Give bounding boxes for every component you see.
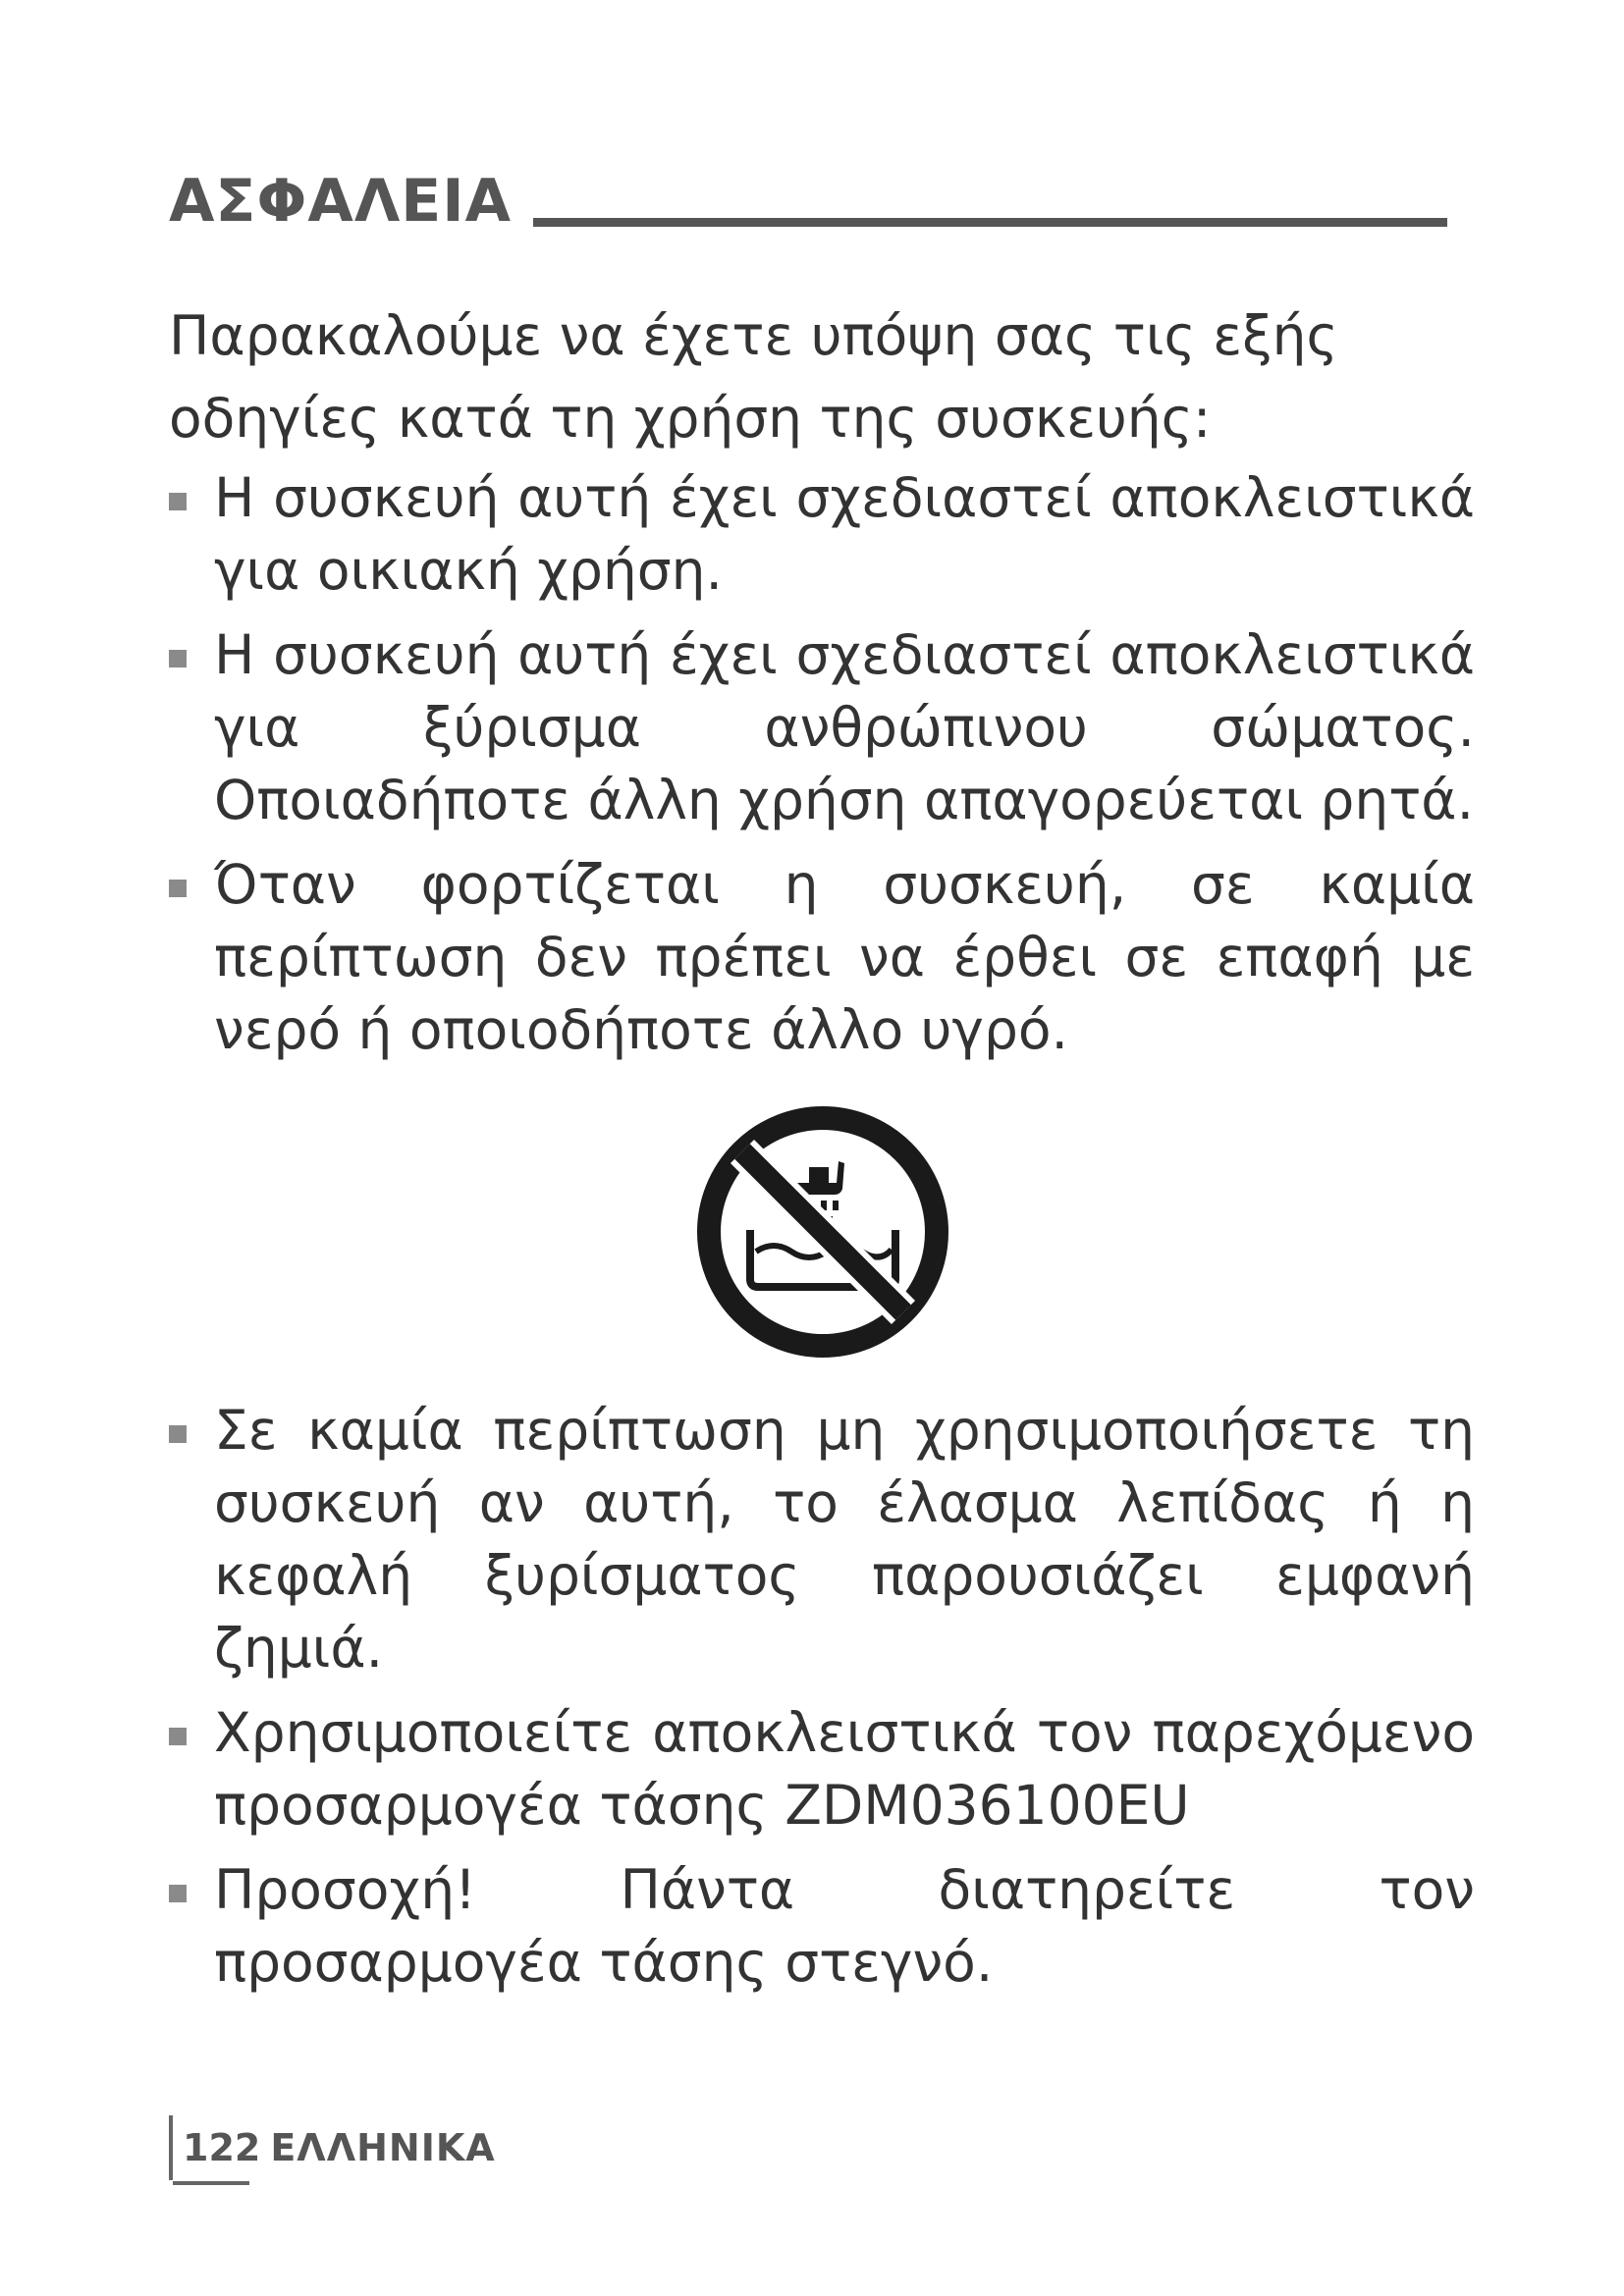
page-number: 122 — [183, 2126, 261, 2169]
section-title: ΑΣΦΑΛΕΙΑ — [169, 167, 513, 236]
footer-underline — [173, 2181, 249, 2185]
list-item-text: Χρησιμοποιείτε αποκλειστικά τον παρεχόμενο προσαρμογέα τάσης ZDM036100EU — [214, 1701, 1475, 1837]
list-item-text: Όταν φορτίζεται η συσκευή, σε καμία περίπτωση δεν πρέπει να έρθει σε επαφή με νερό ή οποιοδήποτε άλλο υγρό. — [214, 853, 1475, 1061]
bullet-square-icon — [169, 1885, 187, 1902]
bullet-square-icon — [169, 1728, 187, 1745]
intro-text: Παρακαλούμε να έχετε υπόψη σας τις εξής οδηγίες κατά τη χρήση της συσκευής: — [169, 304, 1338, 450]
footer-bar — [169, 2115, 173, 2180]
list-item-text: Η συσκευή αυτή έχει σχεδιαστεί αποκλειστικά για οικιακή χρήση. — [214, 466, 1475, 602]
content-bottom — [169, 1394, 1475, 2010]
section-header — [169, 152, 1447, 236]
list-item-text: Σε καμία περίπτωση μη χρησιμοποιήσετε τη συσκευή αν αυτή, το έλασμα λεπίδας ή η κεφαλή ξυρίσματος παρουσιάζει εμφανή ζημιά. — [214, 1399, 1475, 1680]
bullet-square-icon — [169, 493, 187, 510]
prohibition-sign-svg — [695, 1104, 950, 1360]
list-item — [169, 1696, 1475, 1842]
no-water-prohibition-icon — [695, 1104, 950, 1360]
content-top — [169, 294, 1475, 1078]
list-item — [169, 1394, 1475, 1684]
footer-language: ΕΛΛΗΝΙΚΑ — [270, 2126, 496, 2169]
list-item — [169, 1853, 1475, 1999]
list-item-text: Η συσκευή αυτή έχει σχεδιαστεί αποκλειστικά για ξύρισμα ανθρώπινου σώματος. Οποιαδήποτε άλλη χρήση απαγορεύεται ρητά. — [214, 623, 1475, 831]
bullet-square-icon — [169, 1425, 187, 1443]
list-item-text: Προσοχή! Πάντα διατηρείτε τον προσαρμογέα τάσης στεγνό. — [214, 1858, 1475, 1994]
bullet-square-icon — [169, 650, 187, 667]
bullet-square-icon — [169, 880, 187, 897]
page-footer — [169, 2109, 496, 2187]
list-item — [169, 848, 1475, 1066]
list-item — [169, 461, 1475, 607]
header-rule — [533, 218, 1447, 227]
list-item — [169, 618, 1475, 836]
